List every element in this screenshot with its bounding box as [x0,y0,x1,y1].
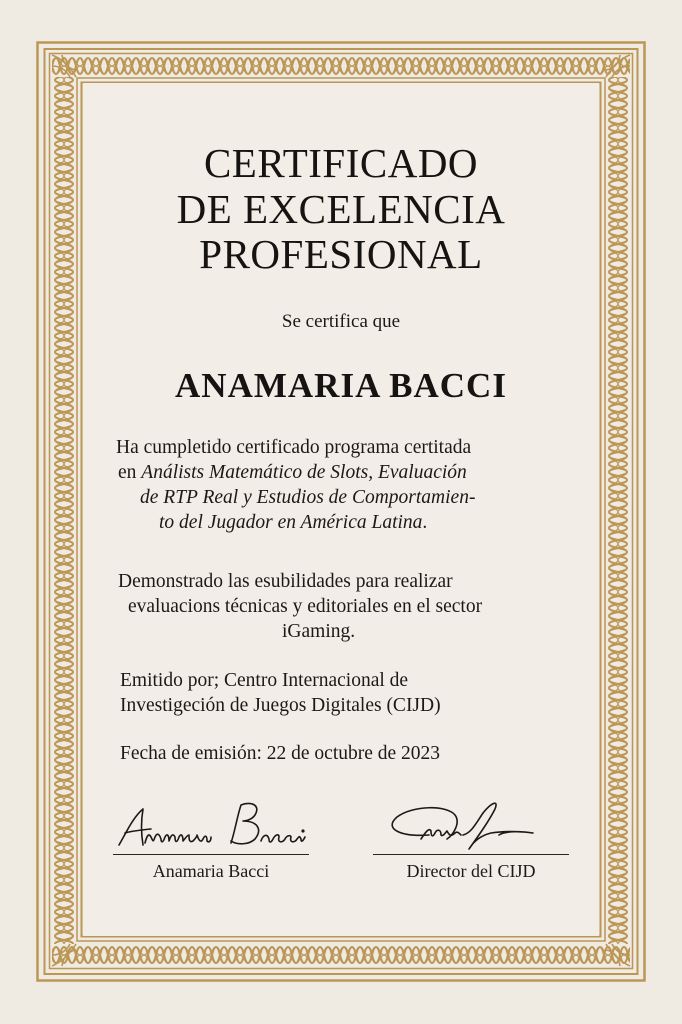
certify-subtitle: Se certifica que [281,311,401,332]
program-line-1: Ha cumpletido certificado programa certitada [116,437,472,458]
title-line-2: DE EXCELENCIA [176,185,506,232]
program-name-part-1: Análists Matemático de Slots, Evaluación [141,462,467,483]
issuer-line-2: Investigeción de Juegos Digitales (CIJD) [120,695,441,716]
signature-label-director: Director del CIJD [406,861,536,881]
program-line-2 [116,460,475,485]
program-line-3: de RTP Real y Estudios de Comportamien- [140,487,476,508]
skills-line-2: evaluacions técnicas y editoriales en el sector [128,596,483,617]
handwritten-signature-icon [371,795,571,851]
signature-line-recipient [113,854,309,855]
program-line-4 [116,510,475,535]
certificate-title [83,141,599,278]
certificate-content [83,83,599,936]
signature-block-director [371,795,571,882]
program-line-4-suffix: . [422,512,428,533]
issuer-line-1: Emitido por; Centro Internacional de [120,670,409,691]
handwritten-signature-icon [111,795,311,851]
signature-line-director [373,854,569,855]
title-line-3: PROFESIONAL [199,231,483,277]
skills-line-3: iGaming. [282,621,356,642]
title-line-1: CERTIFICADO [203,140,479,186]
program-name-part-3: to del Jugador en América Latina [159,512,423,533]
skills-description [118,569,482,644]
signature-label-recipient: Anamaria Bacci [152,861,270,881]
issue-date: Fecha de emisión: 22 de octubre de 2023 [120,743,441,764]
program-description [116,435,475,535]
issuer-statement [120,668,441,718]
recipient-name: ANAMARIA BACCI [175,366,507,405]
signature-block-recipient [111,795,311,882]
skills-line-1: Demonstrado las esubilidades para realizar [118,571,453,592]
program-line-2-prefix: en [118,462,142,483]
